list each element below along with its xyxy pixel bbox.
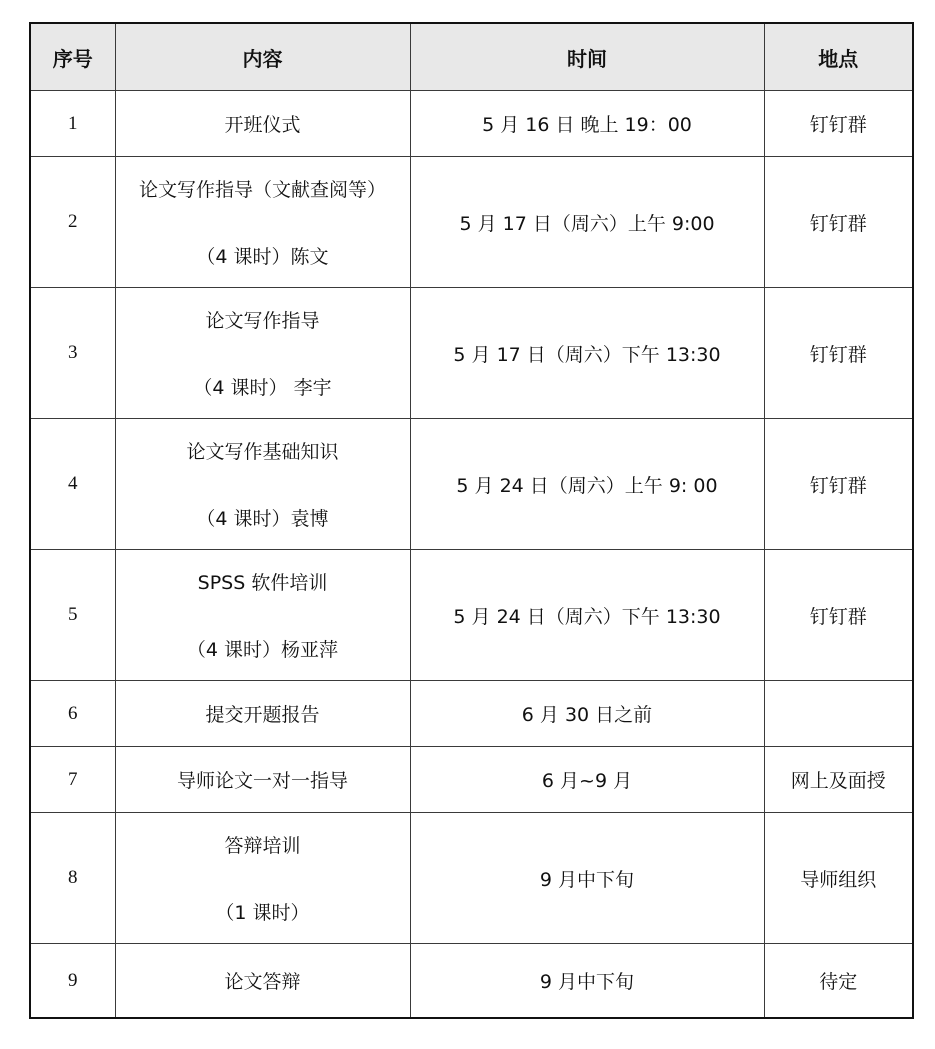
row-index: 8 (30, 813, 115, 944)
row-content (115, 157, 410, 288)
row-content (115, 419, 410, 550)
row-index: 3 (30, 288, 115, 419)
row-time: 6 月~9 月 (410, 747, 764, 813)
header-index: 序号 (30, 23, 115, 91)
content-line: 答辩培训 (224, 835, 301, 857)
content-line: （4 课时） 李宇 (193, 377, 332, 399)
table-row (30, 157, 913, 288)
row-time: 6 月 30 日之前 (410, 681, 764, 747)
content-line: （4 课时）陈文 (196, 246, 329, 268)
table-row (30, 419, 913, 550)
row-place: 钉钉群 (764, 419, 913, 550)
row-content (115, 550, 410, 681)
row-content (115, 681, 410, 747)
content-line: 开班仪式 (224, 114, 301, 136)
row-time: 5 月 24 日（周六）下午 13:30 (410, 550, 764, 681)
table-row (30, 944, 913, 1019)
header-time: 时间 (410, 23, 764, 91)
row-time: 9 月中下旬 (410, 944, 764, 1019)
row-place: 待定 (764, 944, 913, 1019)
row-time: 5 月 17 日（周六）上午 9:00 (410, 157, 764, 288)
row-index: 4 (30, 419, 115, 550)
row-place: 钉钉群 (764, 157, 913, 288)
content-line: （4 课时）杨亚萍 (186, 639, 339, 661)
row-place: 钉钉群 (764, 550, 913, 681)
row-place: 导师组织 (764, 813, 913, 944)
row-index: 2 (30, 157, 115, 288)
row-time: 5 月 17 日（周六）下午 13:30 (410, 288, 764, 419)
table-row (30, 91, 913, 157)
row-content (115, 813, 410, 944)
content-line: 导师论文一对一指导 (176, 770, 348, 792)
row-place: 钉钉群 (764, 288, 913, 419)
content-line: （1 课时） (215, 902, 310, 924)
row-content (115, 944, 410, 1019)
row-time: 5 月 24 日（周六）上午 9: 00 (410, 419, 764, 550)
content-line: （4 课时）袁博 (196, 508, 329, 530)
table-row (30, 813, 913, 944)
content-line: 论文写作指导（文献查阅等） (138, 179, 386, 201)
row-place: 钉钉群 (764, 91, 913, 157)
row-content (115, 288, 410, 419)
row-index: 5 (30, 550, 115, 681)
table-row (30, 288, 913, 419)
row-place (764, 681, 913, 747)
content-line: 提交开题报告 (205, 704, 320, 726)
row-place: 网上及面授 (764, 747, 913, 813)
table-row (30, 681, 913, 747)
content-line: 论文写作指导 (205, 310, 320, 332)
row-index: 7 (30, 747, 115, 813)
row-index: 1 (30, 91, 115, 157)
row-time: 5 月 16 日 晚上 19：00 (410, 91, 764, 157)
schedule-table (29, 22, 914, 1019)
header-place: 地点 (764, 23, 913, 91)
header-content: 内容 (115, 23, 410, 91)
row-content (115, 747, 410, 813)
content-line: SPSS 软件培训 (197, 572, 328, 594)
content-line: 论文答辩 (224, 971, 301, 993)
row-index: 9 (30, 944, 115, 1019)
content-line: 论文写作基础知识 (186, 441, 339, 463)
table-row (30, 550, 913, 681)
row-time: 9 月中下旬 (410, 813, 764, 944)
row-index: 6 (30, 681, 115, 747)
header-row (30, 23, 913, 91)
row-content (115, 91, 410, 157)
table-row (30, 747, 913, 813)
